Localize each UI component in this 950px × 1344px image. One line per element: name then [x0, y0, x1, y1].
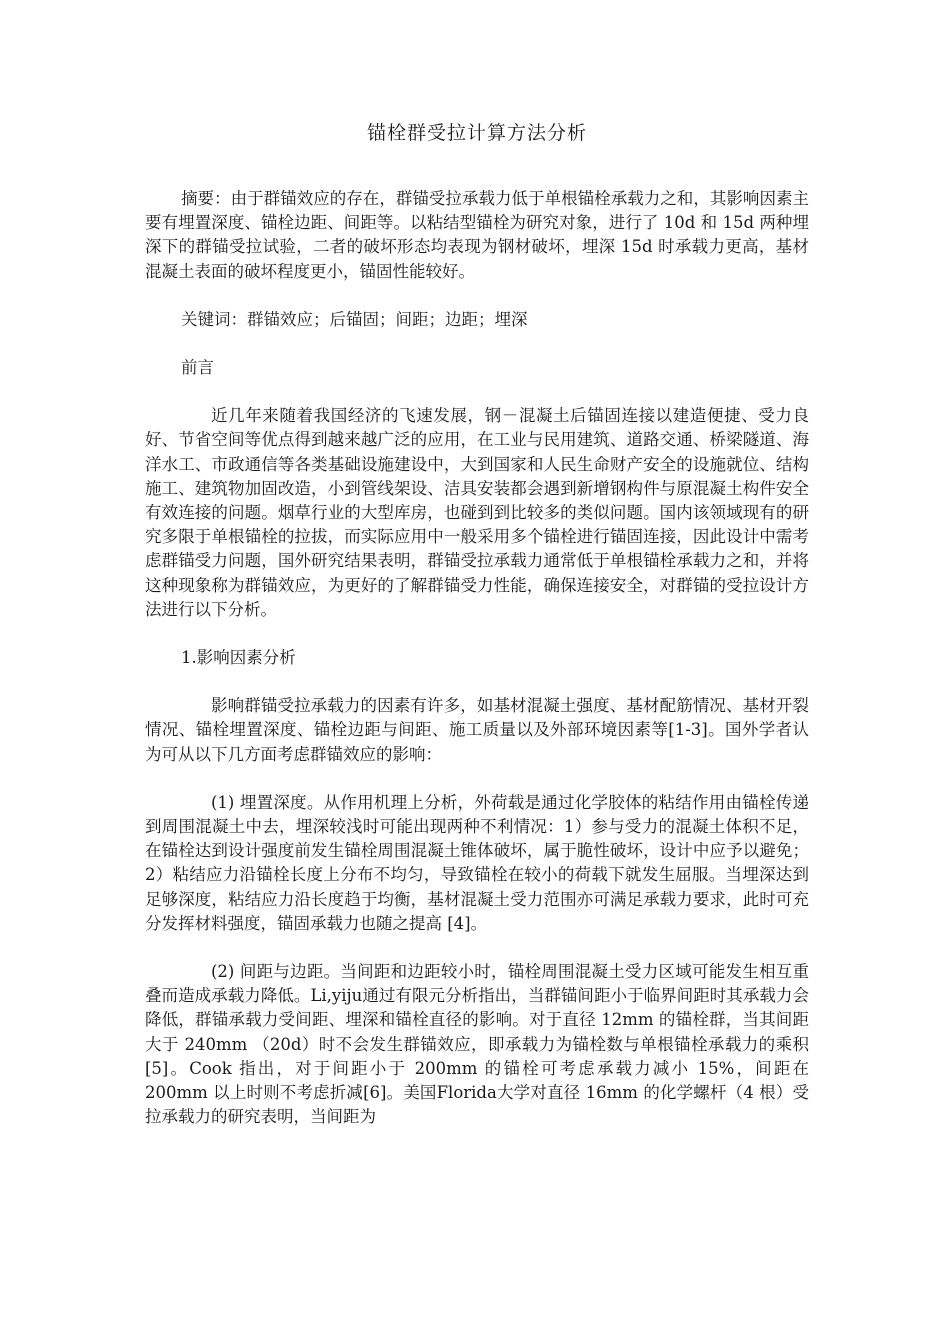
factor-spacing-edge-paragraph: (2) 间距与边距。当间距和边距较小时，锚栓周围混凝土受力区域可能发生相互重叠而造成承载力降低。Li,yiju通过有限元分析指出，当群锚间距小于临界间距时其承载力会降低，群锚承载力受间距、埋深和锚栓直径的影响。对于直径 12mm 的锚栓群，当其间距大于 240mm （20d）时不会发生群锚效应，即承载力为锚栓数与单根锚栓承载力的乘积[5]。Cook 指出，对于间距小于 200mm 的锚栓可考虑承载力减小 15%，间距在 200mm 以上时则不考虑折减[6]。美国Florida大学对直径 16mm 的化学螺杆（4 根）受拉承载力的研究表明，当间距为	[145, 962, 809, 1127]
section-1-intro-paragraph: 影响群锚受拉承载力的因素有许多，如基材混凝土强度、基材配筋情况、基材开裂情况、锚栓埋置深度、锚栓边距与间距、施工质量以及外部环境因素等[1-3]。国外学者认为可从以下几方面考虑群锚效应的影响：	[145, 696, 809, 764]
document-page	[145, 118, 809, 1130]
document-title: 锚栓群受拉计算方法分析	[366, 122, 587, 144]
factor-embedment-depth-paragraph: (1) 埋置深度。从作用机理上分析，外荷载是通过化学胶体的粘结作用由锚栓传递到周围混凝土中去，埋深较浅时可能出现两种不利情况：1）参与受力的混凝土体积不足，在锚栓达到设计强度前发生锚栓周围混凝土锥体破坏，属于脆性破坏，设计中应予以避免；2）粘结应力沿锚栓长度上分布不均匀，导致锚栓在较小的荷载下就发生屈服。当埋深达到足够深度，粘结应力沿长度趋于均衡，基材混凝土受力范围亦可满足承载力要求，此时可充分发挥材料强度，锚固承载力也随之提高 [4]。	[145, 792, 809, 933]
abstract-paragraph: 摘要：由于群锚效应的存在，群锚受拉承载力低于单根锚栓承载力之和，其影响因素主要有埋置深度、锚栓边距、间距等。以粘结型锚栓为研究对象，进行了 10d 和 15d 两种埋深下的群锚受拉试验，二者的破坏形态均表现为钢材破坏，埋深 15d 时承载力更高，基材混凝土表面的破坏程度更小，锚固性能较好。	[145, 189, 809, 281]
preface-heading: 前言	[181, 358, 214, 378]
keywords-line: 关键词：群锚效应；后锚固；间距；边距；埋深	[181, 309, 528, 329]
section-1-heading: 1.影响因素分析	[181, 648, 296, 668]
preface-paragraph: 近几年来随着我国经济的飞速发展，钢－混凝土后锚固连接以建造便捷、受力良好、节省空间等优点得到越来越广泛的应用，在工业与民用建筑、道路交通、桥梁隧道、海洋水工、市政通信等各类基础设施建设中，大到国家和人民生命财产安全的设施就位、结构施工、建筑物加固改造，小到管线架设、洁具安装都会遇到新增钢构件与原混凝土构件安全有效连接的问题。烟草行业的大型库房，也碰到到比较多的类似问题。国内该领域现有的研究多限于单根锚栓的拉拔，而实际应用中一般采用多个锚栓进行锚固连接，因此设计中需考虑群锚受力问题，国外研究结果表明，群锚受拉承载力通常低于单根锚栓承载力之和，并将这种现象称为群锚效应，为更好的了解群锚受力性能，确保连接安全，对群锚的受拉设计方法进行以下分析。	[145, 406, 809, 619]
